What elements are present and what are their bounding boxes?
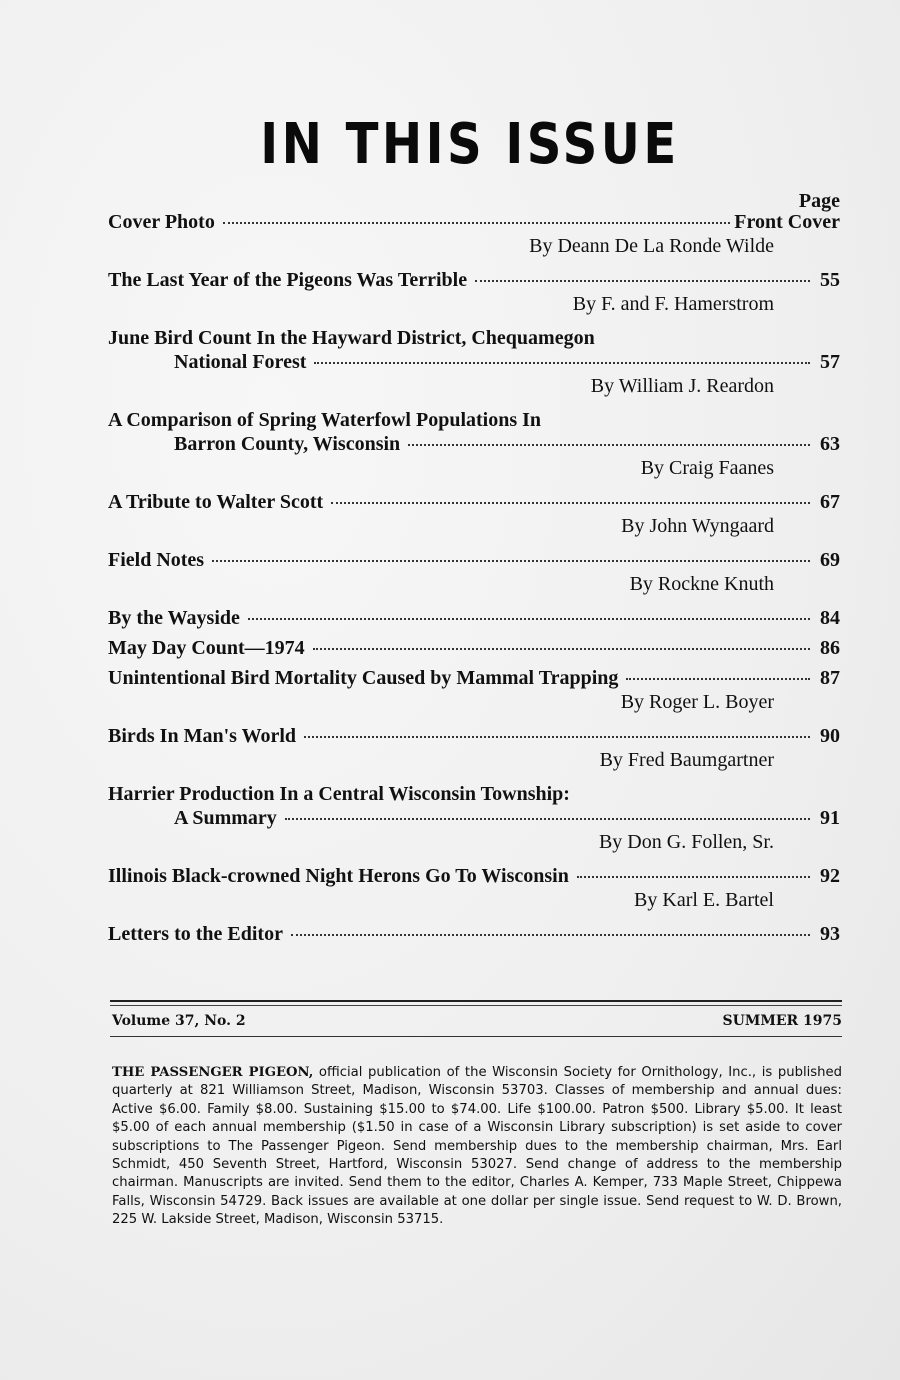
publication-details: official publication of the Wisconsin Society for Ornithology, Inc., is published quarterly at 821 Williamson Street, Madison, Wisconsin 53703. Classes of membership and annual dues: Active $6.00. Family $8.00. Sustaining $15.00 to $74.00. Life $100.00. Patron $500. Library $5.00. It least $5.00 of each annual membership ($1.50 in case of a Wisconsin Library subscription) is set aside to cover subscriptions to The Passenger Pigeon. Send membership dues to the membership chairman, Mrs. Earl Schmidt, 450 Seventh Street, Hartford, Wisconsin 53027. Send change of address to the membership chairman. Manuscripts are invited. Send them to the editor, Charles A. Kemper, 733 Maple Street, Chippewa Falls, Wisconsin 54729. Back issues are available at one dollar per single issue. Send request to W. D. Brown, 225 W. Lakside Street, Madison, Wisconsin 53715.: [112, 1065, 842, 1228]
toc-entry-title: Barron County, Wisconsin: [174, 433, 401, 455]
toc-page-number: 63: [820, 433, 840, 455]
dot-leader: [285, 818, 810, 820]
toc-entry-row: [108, 350, 840, 374]
toc-entry-row: [108, 922, 840, 946]
toc-entry: [108, 268, 840, 316]
toc-entry: [108, 864, 840, 912]
toc-page-number: Front Cover: [734, 211, 840, 233]
toc-entry: [108, 490, 840, 538]
toc-entry: [108, 782, 840, 854]
toc-entry: [108, 548, 840, 596]
toc-entry-title: Field Notes: [108, 549, 205, 571]
dot-leader: [223, 222, 730, 224]
toc-entry: [108, 210, 840, 258]
toc-entry-title-line: A Comparison of Spring Waterfowl Populations In: [108, 409, 542, 431]
toc-entry-author: By Rockne Knuth: [629, 573, 774, 595]
toc-entry-title: Unintentional Bird Mortality Caused by Mammal Trapping: [108, 667, 619, 689]
toc-entry-author: By Karl E. Bartel: [634, 889, 774, 911]
toc-entry-row: [108, 864, 840, 888]
page-column-header: Page: [798, 190, 840, 212]
divider: [110, 1000, 842, 1002]
toc-entry-row: [108, 636, 840, 660]
divider: [110, 1036, 842, 1037]
toc-entry-title: The Last Year of the Pigeons Was Terrible: [108, 269, 468, 291]
toc-page-number: 90: [820, 725, 840, 747]
dot-leader: [314, 362, 810, 364]
toc-entry-title: A Tribute to Walter Scott: [108, 491, 324, 513]
toc-entry-row: [108, 606, 840, 630]
dot-leader: [331, 502, 810, 504]
toc-entry-title: By the Wayside: [108, 607, 240, 629]
toc-page-number: 87: [820, 667, 840, 689]
toc-page-number: 93: [820, 923, 840, 945]
toc-entry-author: By John Wyngaard: [621, 515, 774, 537]
table-of-contents: [108, 190, 840, 946]
dot-leader: [304, 736, 810, 738]
toc-entry: [108, 724, 840, 772]
toc-page-number: 91: [820, 807, 840, 829]
dot-leader: [212, 560, 810, 562]
toc-entry-title: A Summary: [174, 807, 277, 829]
toc-entry-author: By Craig Faanes: [640, 457, 774, 479]
page-title: IN THIS ISSUE: [260, 112, 680, 177]
toc-entry: [108, 636, 840, 660]
toc-entry-row: [108, 432, 840, 456]
toc-page-number: 92: [820, 865, 840, 887]
dot-leader: [626, 678, 810, 680]
toc-entry-row: [108, 268, 840, 292]
toc-entry-title: Letters to the Editor: [108, 923, 283, 945]
toc-page-number: 84: [820, 607, 840, 629]
toc-entry-row: [108, 666, 840, 690]
publication-name: THE PASSENGER PIGEON,: [112, 1065, 314, 1080]
toc-entry-author: By Deann De La Ronde Wilde: [529, 235, 774, 257]
toc-page-number: 67: [820, 491, 840, 513]
toc-entry: [108, 408, 840, 480]
toc-entry-title: Cover Photo: [108, 211, 215, 233]
toc-entries: [108, 210, 840, 946]
toc-entry-title-line: June Bird Count In the Hayward District, Chequamegon: [108, 327, 595, 349]
toc-entry-title: Birds In Man's World: [108, 725, 297, 747]
toc-entry-row: [108, 724, 840, 748]
toc-entry: [108, 922, 840, 946]
toc-entry-row: [108, 548, 840, 572]
toc-entry-row: [108, 210, 840, 234]
toc-entry-row: [108, 490, 840, 514]
toc-page-number: 55: [820, 269, 840, 291]
toc-entry-title-line: Harrier Production In a Central Wisconsin Township:: [108, 783, 570, 805]
toc-page-number: 86: [820, 637, 840, 659]
toc-entry: [108, 326, 840, 398]
dot-leader: [475, 280, 810, 282]
toc-entry-author: By Fred Baumgartner: [599, 749, 774, 771]
toc-entry: [108, 666, 840, 714]
volume-number: Volume 37, No. 2: [112, 1013, 246, 1029]
toc-entry-row: [108, 806, 840, 830]
toc-entry-author: By Don G. Follen, Sr.: [598, 831, 774, 853]
dot-leader: [577, 876, 810, 878]
toc-entry: [108, 606, 840, 630]
toc-entry-title: National Forest: [174, 351, 307, 373]
publication-info: [112, 1064, 842, 1230]
divider: [110, 1005, 842, 1006]
toc-entry-author: By F. and F. Hamerstrom: [572, 293, 774, 315]
dot-leader: [313, 648, 810, 650]
toc-entry-title: May Day Count—1974: [108, 637, 305, 659]
dot-leader: [248, 618, 810, 620]
toc-entry-author: By Roger L. Boyer: [620, 691, 774, 713]
toc-page-number: 69: [820, 549, 840, 571]
dot-leader: [291, 934, 810, 936]
toc-entry-title: Illinois Black-crowned Night Herons Go To Wisconsin: [108, 865, 569, 887]
issue-season: SUMMER 1975: [722, 1013, 842, 1029]
toc-entry-author: By William J. Reardon: [590, 375, 774, 397]
dot-leader: [408, 444, 810, 446]
toc-page-number: 57: [820, 351, 840, 373]
